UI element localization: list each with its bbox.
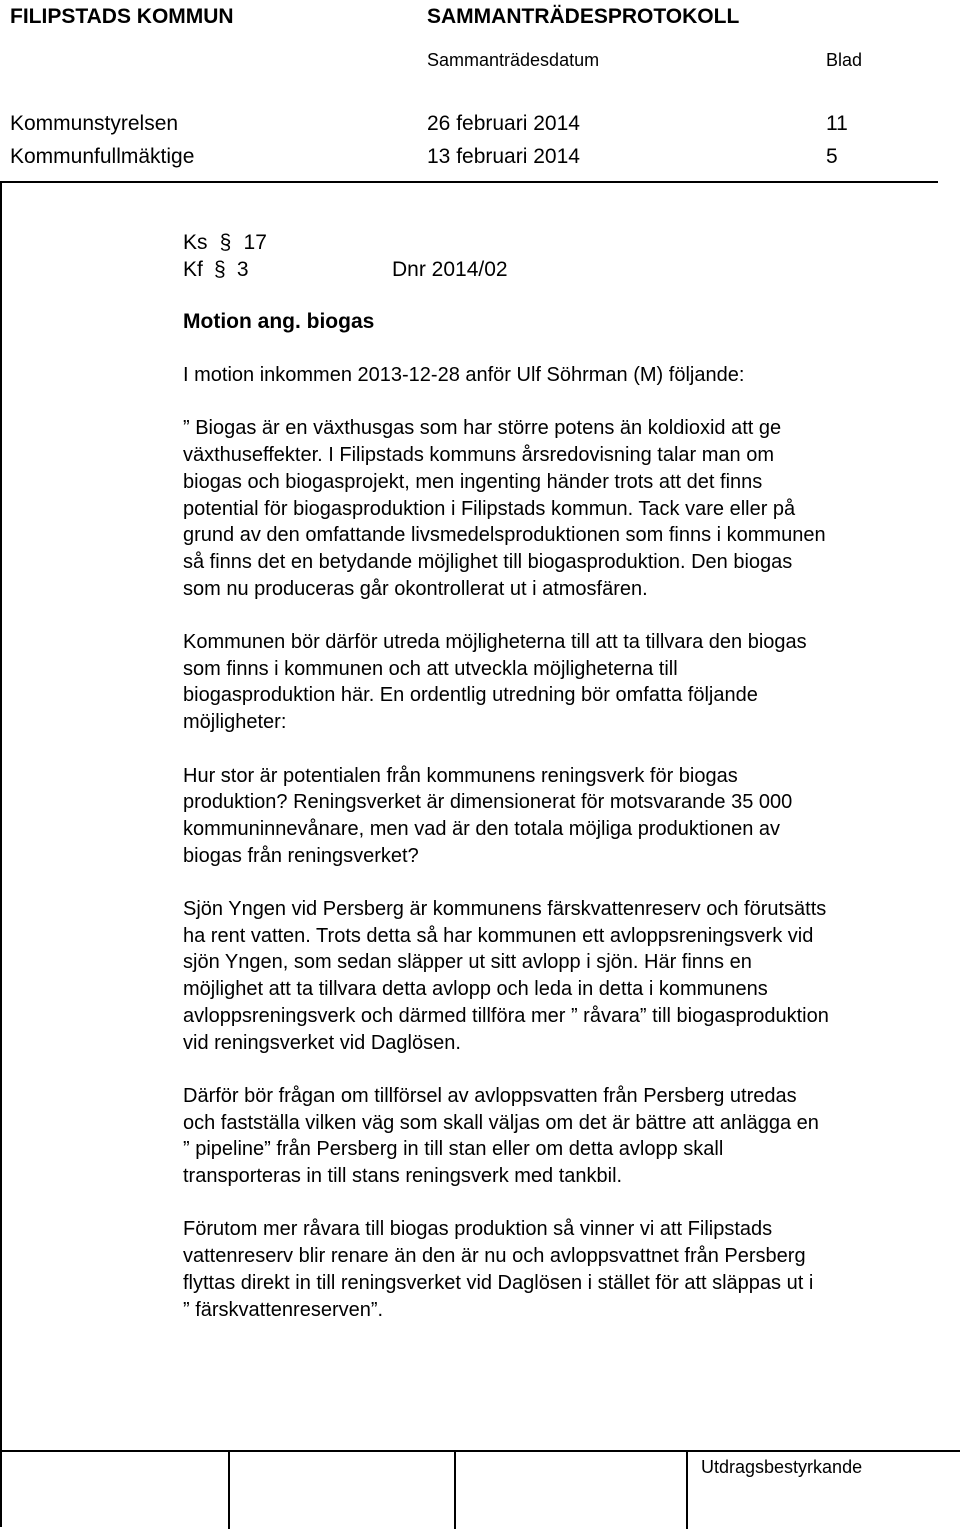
text-line: Hur stor är potentialen från kommunens reningsverk för biogas [183,764,738,787]
certified-label: Utdragsbestyrkande [701,1457,863,1477]
text-line: Kommunen bör därför utreda möjligheterna till att ta tillvara den biogas [183,631,807,653]
text-line: biogas och biogasprojekt, men ingenting händer trots att det finns [183,470,763,493]
intro-paragraph: I motion inkommen 2013-12-28 anför Ulf Söhrman (M) följande: [183,364,745,386]
council-name: Kommunfullmäktige [10,145,195,168]
section-sign: § [219,231,232,254]
signature-box-divider [228,1452,230,1529]
meeting-date-label: Sammanträdesdatum [427,50,600,70]
signature-box-divider [686,1452,688,1529]
paragraph [183,896,933,1056]
paragraph [183,1083,933,1190]
text-line: transporteras in till stans reningsverk med tankbil. [183,1165,623,1188]
committee-name: Kommunstyrelsen [10,112,179,135]
text-line: som nu produceras går okontrollerat ut i atmosfären. [183,577,648,600]
document-type: SAMMANTRÄDESPROTOKOLL [427,5,740,28]
kf-label: Kf [183,258,203,281]
text-line: grund av den omfattande livsmedelsproduktionen som finns i kommunen [183,524,826,547]
motion-body [183,362,933,1350]
text-line: ” färskvattenreserven”. [183,1298,384,1321]
text-line: som finns i kommunen och att utveckla möjligheterna till [183,657,678,680]
text-line: ” pipeline” från Persberg in till stan eller om detta avlopp skall [183,1138,724,1161]
text-line: Sjön Yngen vid Persberg är kommunens färskvattenreserv och förutsätts [183,898,827,920]
case-title: Motion ang. biogas [183,310,375,333]
paragraph [183,629,933,736]
committee-page: 11 [826,112,848,135]
ks-number: 17 [243,231,267,254]
text-line: ha rent vatten. Trots detta så har kommunen ett avloppsreningsverk vid [183,924,814,947]
paragraph [183,1216,933,1323]
text-line: biogas från reningsverket? [183,844,419,867]
text-line: Förutom mer råvara till biogas produktion så vinner vi att Filipstads [183,1218,773,1241]
page-label: Blad [826,50,863,70]
text-line: produktion? Reningsverket är dimensionerat för motsvarande 35 000 [183,791,793,814]
text-line: potential för biogasproduktion i Filipstads kommun. Tack vare eller på [183,497,796,520]
text-line: flyttas direkt in till reningsverket vid Daglösen i stället för att släppas ut i [183,1271,814,1294]
text-line: biogasproduktion här. En ordentlig utredning bör omfatta följande [183,684,758,707]
text-line: möjligheter: [183,711,287,734]
text-line: ” Biogas är en växthusgas som har större potens än koldioxid att ge [183,417,782,440]
diary-number: Dnr 2014/02 [392,258,508,281]
kf-reference [183,258,249,282]
text-line: vattenreserv blir renare än den är nu och avloppsvattnet från Persberg [183,1245,806,1268]
council-page: 5 [826,145,838,168]
text-line: kommuninnevånare, men vad är den totala möjliga produktionen av [183,817,781,840]
text-line: vid reningsverket vid Daglösen. [183,1031,461,1054]
ks-reference [183,231,267,255]
footer-divider [0,1450,960,1452]
org-name: FILIPSTADS KOMMUN [10,5,234,28]
signature-box-divider [454,1452,456,1529]
text-line: så finns det en betydande möjlighet till biogasproduktion. Den biogas [183,550,793,573]
kf-number: 3 [236,258,249,281]
text-line: avloppsreningsverk och därmed tillföra mer ” råvara” till biogasproduktion [183,1004,829,1027]
text-line: växthuseffekter. I Filipstads kommuns årsredovisning talar man om [183,444,774,467]
text-line: Därför bör frågan om tillförsel av avloppsvatten från Persberg utredas [183,1084,797,1107]
paragraph [183,415,933,602]
council-date: 13 februari 2014 [427,145,580,168]
text-line: och fastställa vilken väg som skall väljas om det är bättre att anlägga en [183,1111,819,1134]
text-line: sjön Yngen, som sedan släpper ut sitt avlopp i sjön. Här finns en [183,951,752,974]
ks-label: Ks [183,231,208,254]
paragraph [183,763,933,870]
text-line: möjlighet att ta tillvara detta avlopp och leda in detta i kommunens [183,978,768,1001]
committee-date: 26 februari 2014 [427,112,580,135]
section-sign: § [214,258,226,281]
